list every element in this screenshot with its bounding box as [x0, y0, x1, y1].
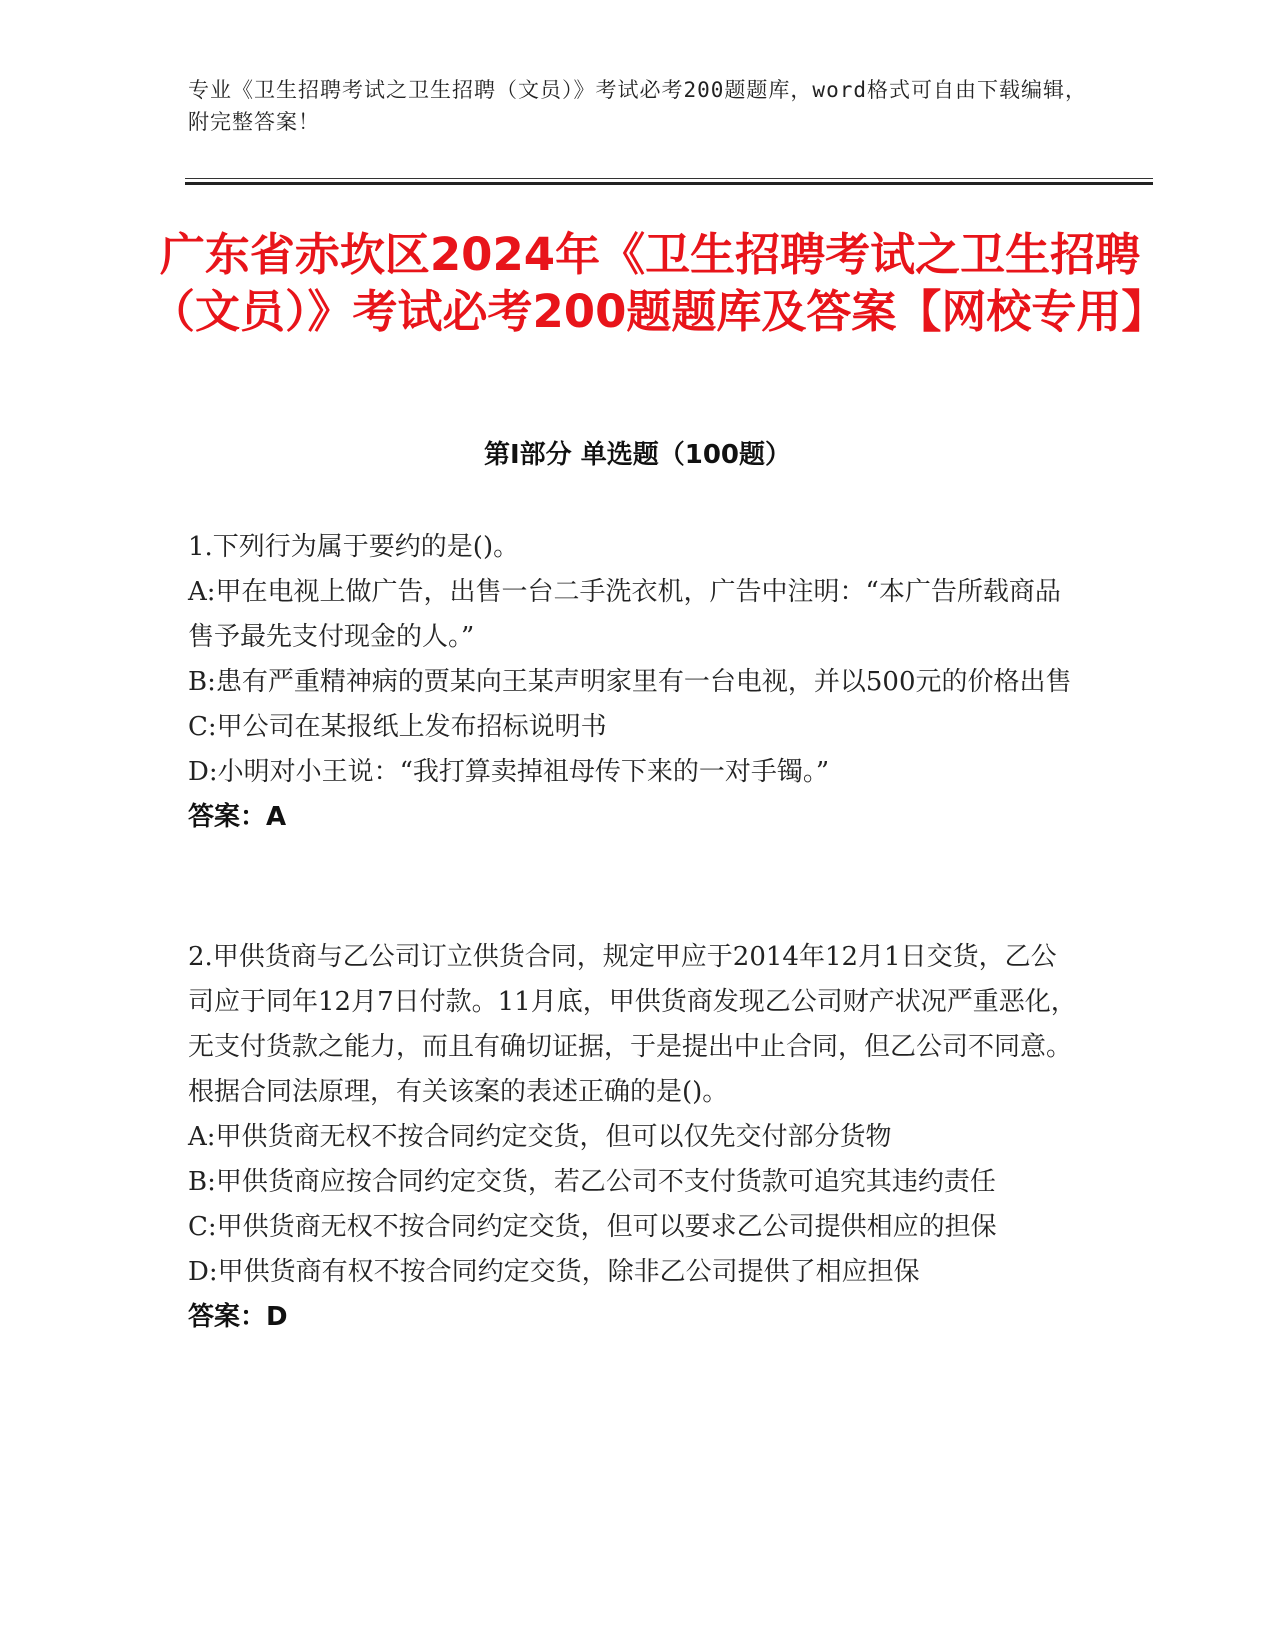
- question-2: [188, 935, 1078, 1340]
- answer-label: 答案：D: [188, 1302, 288, 1332]
- header-rule-thick: [185, 182, 1153, 185]
- option-d: D:小明对小王说：“我打算卖掉祖母传下来的一对手镯。”: [188, 757, 830, 787]
- option-a: A:甲在电视上做广告，出售一台二手洗衣机，广告中注明：“本广告所载商品售予最先支付现金的人。”: [188, 577, 1061, 652]
- section-title: 第Ⅰ部分 单选题（100题）: [484, 440, 791, 470]
- option-d: D:甲供货商有权不按合同约定交货，除非乙公司提供了相应担保: [188, 1257, 920, 1287]
- option-b: B:甲供货商应按合同约定交货，若乙公司不支付货款可追究其违约责任: [188, 1167, 996, 1197]
- document-title: 广东省赤坎区2024年《卫生招聘考试之卫生招聘（文员）》考试必考200题题库及答案【网校专用】: [150, 228, 1167, 338]
- option-c: C:甲供货商无权不按合同约定交货，但可以要求乙公司提供相应的担保: [188, 1212, 997, 1242]
- header-note: 专业《卫生招聘考试之卫生招聘（文员）》考试必考200题题库，word格式可自由下载编辑，附完整答案！: [188, 78, 1087, 134]
- question-1: [188, 525, 1078, 840]
- question-stem: 2.甲供货商与乙公司订立供货合同，规定甲应于2014年12月1日交货，乙公司应于同年12月7日付款。11月底，甲供货商发现乙公司财产状况严重恶化，无支付货款之能力，而且有确切证据，于是提出中止合同，但乙公司不同意。根据合同法原理，有关该案的表述正确的是()。: [188, 942, 1077, 1107]
- answer-label: 答案：A: [188, 802, 287, 832]
- option-c: C:甲公司在某报纸上发布招标说明书: [188, 712, 607, 742]
- option-b: B:患有严重精神病的贾某向王某声明家里有一台电视，并以500元的价格出售: [188, 667, 1072, 697]
- option-a: A:甲供货商无权不按合同约定交货，但可以仅先交付部分货物: [188, 1122, 892, 1152]
- header-rule-thin: [185, 178, 1153, 179]
- question-stem: 1.下列行为属于要约的是()。: [188, 532, 520, 562]
